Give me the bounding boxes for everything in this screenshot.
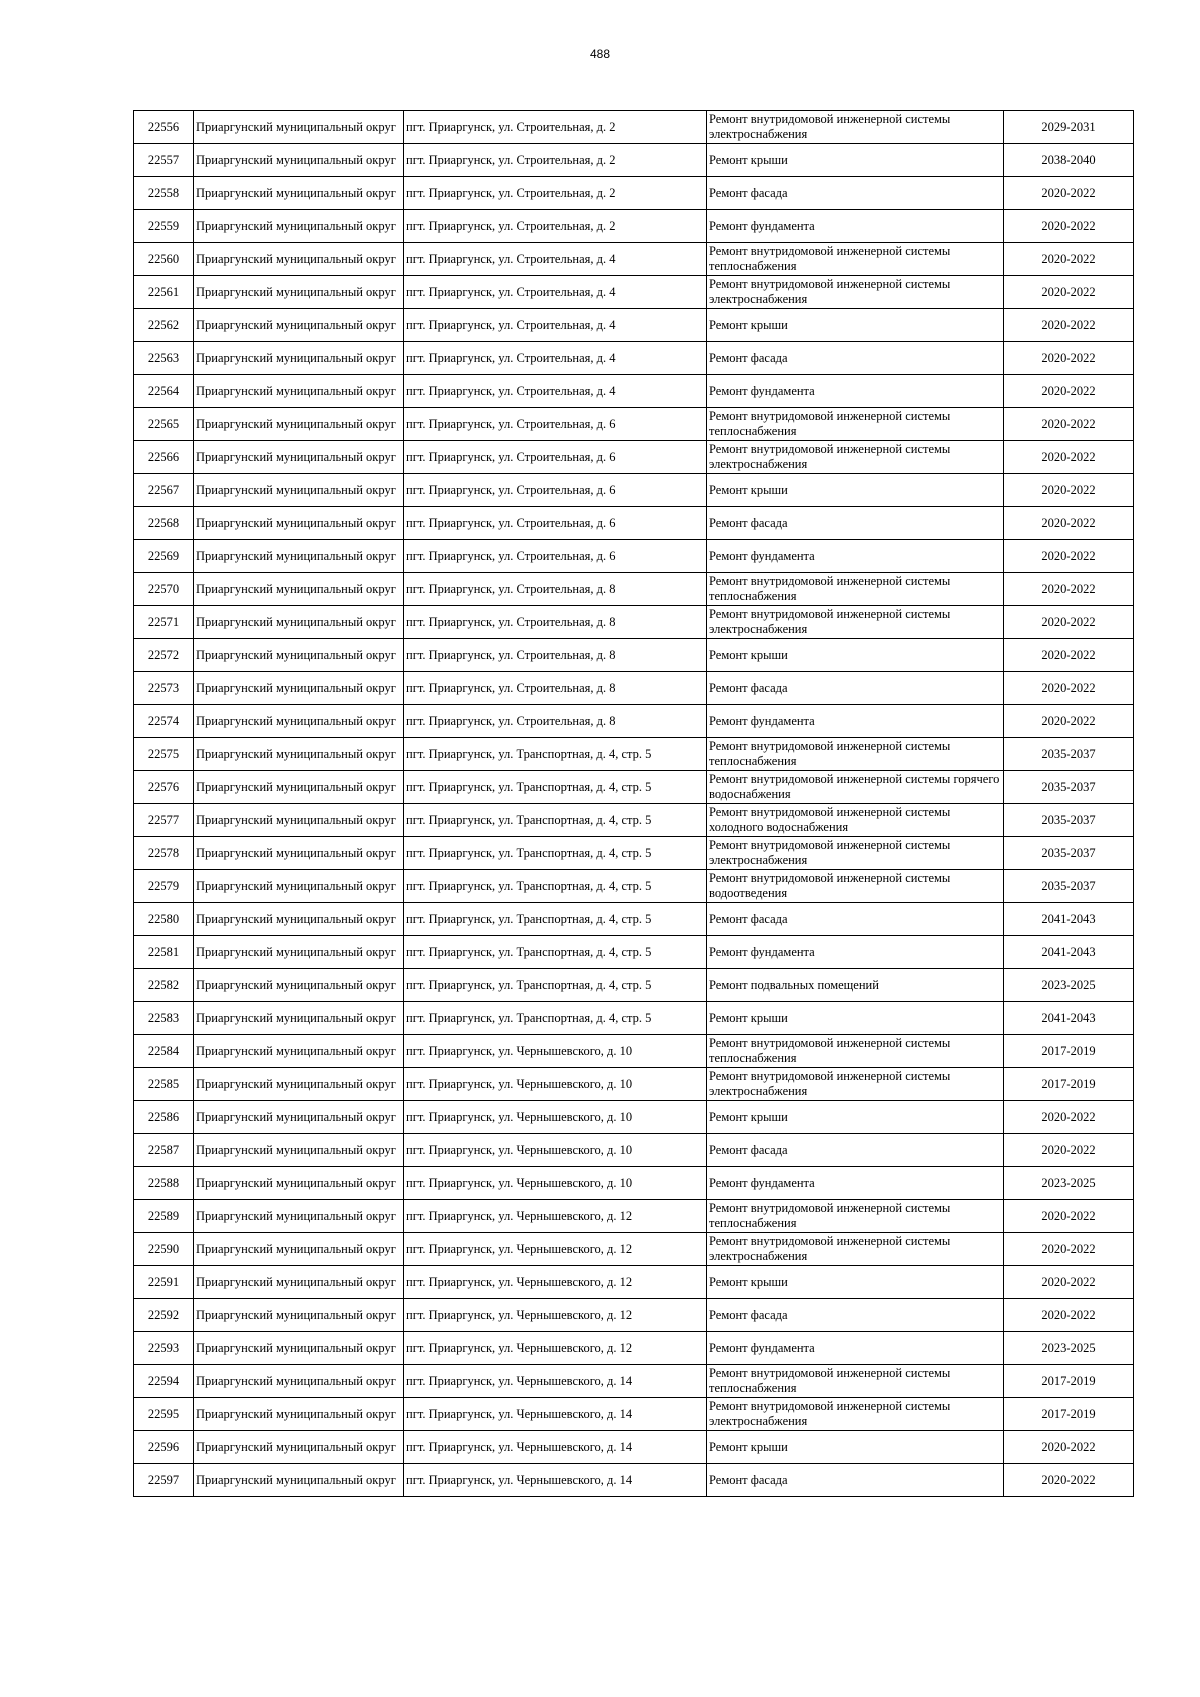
district-cell: Приаргунский муниципальный округ <box>194 276 404 309</box>
address-cell: пгт. Приаргунск, ул. Строительная, д. 6 <box>404 507 707 540</box>
district-cell: Приаргунский муниципальный округ <box>194 936 404 969</box>
address-cell: пгт. Приаргунск, ул. Транспортная, д. 4, стр. 5 <box>404 837 707 870</box>
table-row <box>134 672 1134 705</box>
period-cell: 2020-2022 <box>1004 507 1134 540</box>
address-cell: пгт. Приаргунск, ул. Строительная, д. 4 <box>404 243 707 276</box>
row-number-cell: 22574 <box>134 705 194 738</box>
table-row <box>134 1431 1134 1464</box>
district-cell: Приаргунский муниципальный округ <box>194 837 404 870</box>
work-type-cell: Ремонт крыши <box>707 1431 1004 1464</box>
table-row <box>134 573 1134 606</box>
address-cell: пгт. Приаргунск, ул. Строительная, д. 4 <box>404 342 707 375</box>
work-type-cell: Ремонт внутридомовой инженерной системы теплоснабжения <box>707 243 1004 276</box>
work-type-cell: Ремонт внутридомовой инженерной системы электроснабжения <box>707 1233 1004 1266</box>
address-cell: пгт. Приаргунск, ул. Чернышевского, д. 12 <box>404 1299 707 1332</box>
work-type-cell: Ремонт фундамента <box>707 936 1004 969</box>
address-cell: пгт. Приаргунск, ул. Транспортная, д. 4, стр. 5 <box>404 969 707 1002</box>
row-number-cell: 22580 <box>134 903 194 936</box>
period-cell: 2020-2022 <box>1004 474 1134 507</box>
work-type-cell: Ремонт крыши <box>707 144 1004 177</box>
row-number-cell: 22577 <box>134 804 194 837</box>
table-row <box>134 540 1134 573</box>
address-cell: пгт. Приаргунск, ул. Строительная, д. 6 <box>404 540 707 573</box>
address-cell: пгт. Приаргунск, ул. Транспортная, д. 4, стр. 5 <box>404 771 707 804</box>
period-cell: 2020-2022 <box>1004 342 1134 375</box>
period-cell: 2020-2022 <box>1004 210 1134 243</box>
address-cell: пгт. Приаргунск, ул. Строительная, д. 6 <box>404 441 707 474</box>
table-row <box>134 870 1134 903</box>
table-row <box>134 837 1134 870</box>
table-row <box>134 1134 1134 1167</box>
table-row <box>134 144 1134 177</box>
row-number-cell: 22594 <box>134 1365 194 1398</box>
district-cell: Приаргунский муниципальный округ <box>194 1464 404 1497</box>
work-type-cell: Ремонт фасада <box>707 177 1004 210</box>
period-cell: 2017-2019 <box>1004 1035 1134 1068</box>
row-number-cell: 22592 <box>134 1299 194 1332</box>
row-number-cell: 22571 <box>134 606 194 639</box>
district-cell: Приаргунский муниципальный округ <box>194 540 404 573</box>
address-cell: пгт. Приаргунск, ул. Чернышевского, д. 14 <box>404 1431 707 1464</box>
row-number-cell: 22563 <box>134 342 194 375</box>
row-number-cell: 22557 <box>134 144 194 177</box>
district-cell: Приаргунский муниципальный округ <box>194 771 404 804</box>
work-type-cell: Ремонт фундамента <box>707 705 1004 738</box>
row-number-cell: 22582 <box>134 969 194 1002</box>
period-cell: 2020-2022 <box>1004 1431 1134 1464</box>
district-cell: Приаргунский муниципальный округ <box>194 738 404 771</box>
district-cell: Приаргунский муниципальный округ <box>194 1200 404 1233</box>
table-row <box>134 1068 1134 1101</box>
district-cell: Приаргунский муниципальный округ <box>194 639 404 672</box>
address-cell: пгт. Приаргунск, ул. Транспортная, д. 4, стр. 5 <box>404 870 707 903</box>
row-number-cell: 22586 <box>134 1101 194 1134</box>
table-row <box>134 507 1134 540</box>
table-row <box>134 771 1134 804</box>
address-cell: пгт. Приаргунск, ул. Транспортная, д. 4, стр. 5 <box>404 936 707 969</box>
district-cell: Приаргунский муниципальный округ <box>194 870 404 903</box>
district-cell: Приаргунский муниципальный округ <box>194 1134 404 1167</box>
row-number-cell: 22559 <box>134 210 194 243</box>
period-cell: 2020-2022 <box>1004 606 1134 639</box>
period-cell: 2020-2022 <box>1004 1464 1134 1497</box>
table-row <box>134 639 1134 672</box>
period-cell: 2041-2043 <box>1004 1002 1134 1035</box>
period-cell: 2020-2022 <box>1004 705 1134 738</box>
work-type-cell: Ремонт фасада <box>707 342 1004 375</box>
row-number-cell: 22584 <box>134 1035 194 1068</box>
table-row <box>134 804 1134 837</box>
district-cell: Приаргунский муниципальный округ <box>194 573 404 606</box>
address-cell: пгт. Приаргунск, ул. Транспортная, д. 4, стр. 5 <box>404 903 707 936</box>
period-cell: 2041-2043 <box>1004 936 1134 969</box>
table-row <box>134 969 1134 1002</box>
row-number-cell: 22573 <box>134 672 194 705</box>
period-cell: 2020-2022 <box>1004 243 1134 276</box>
row-number-cell: 22566 <box>134 441 194 474</box>
period-cell: 2035-2037 <box>1004 837 1134 870</box>
work-type-cell: Ремонт крыши <box>707 474 1004 507</box>
period-cell: 2020-2022 <box>1004 276 1134 309</box>
table-row <box>134 1101 1134 1134</box>
table-row <box>134 375 1134 408</box>
period-cell: 2020-2022 <box>1004 672 1134 705</box>
address-cell: пгт. Приаргунск, ул. Чернышевского, д. 14 <box>404 1464 707 1497</box>
address-cell: пгт. Приаргунск, ул. Чернышевского, д. 14 <box>404 1365 707 1398</box>
row-number-cell: 22596 <box>134 1431 194 1464</box>
work-type-cell: Ремонт фундамента <box>707 375 1004 408</box>
work-type-cell: Ремонт внутридомовой инженерной системы холодного водоснабжения <box>707 804 1004 837</box>
district-cell: Приаргунский муниципальный округ <box>194 309 404 342</box>
address-cell: пгт. Приаргунск, ул. Строительная, д. 4 <box>404 375 707 408</box>
address-cell: пгт. Приаргунск, ул. Строительная, д. 8 <box>404 606 707 639</box>
row-number-cell: 22587 <box>134 1134 194 1167</box>
address-cell: пгт. Приаргунск, ул. Транспортная, д. 4, стр. 5 <box>404 804 707 837</box>
period-cell: 2020-2022 <box>1004 573 1134 606</box>
district-cell: Приаргунский муниципальный округ <box>194 1101 404 1134</box>
work-type-cell: Ремонт фундамента <box>707 210 1004 243</box>
period-cell: 2017-2019 <box>1004 1398 1134 1431</box>
table-row <box>134 243 1134 276</box>
table-row <box>134 1200 1134 1233</box>
table-row <box>134 1002 1134 1035</box>
table-row <box>134 1035 1134 1068</box>
table-row <box>134 1266 1134 1299</box>
table-row <box>134 1233 1134 1266</box>
address-cell: пгт. Приаргунск, ул. Чернышевского, д. 12 <box>404 1200 707 1233</box>
table-row <box>134 210 1134 243</box>
district-cell: Приаргунский муниципальный округ <box>194 441 404 474</box>
table-row <box>134 1464 1134 1497</box>
address-cell: пгт. Приаргунск, ул. Чернышевского, д. 12 <box>404 1233 707 1266</box>
district-cell: Приаргунский муниципальный округ <box>194 1299 404 1332</box>
period-cell: 2020-2022 <box>1004 309 1134 342</box>
work-type-cell: Ремонт внутридомовой инженерной системы теплоснабжения <box>707 1365 1004 1398</box>
district-cell: Приаргунский муниципальный округ <box>194 1266 404 1299</box>
row-number-cell: 22565 <box>134 408 194 441</box>
district-cell: Приаргунский муниципальный округ <box>194 177 404 210</box>
period-cell: 2020-2022 <box>1004 639 1134 672</box>
work-type-cell: Ремонт крыши <box>707 639 1004 672</box>
district-cell: Приаргунский муниципальный округ <box>194 903 404 936</box>
work-type-cell: Ремонт фундамента <box>707 1332 1004 1365</box>
district-cell: Приаргунский муниципальный округ <box>194 474 404 507</box>
period-cell: 2017-2019 <box>1004 1365 1134 1398</box>
row-number-cell: 22568 <box>134 507 194 540</box>
district-cell: Приаргунский муниципальный округ <box>194 243 404 276</box>
address-cell: пгт. Приаргунск, ул. Чернышевского, д. 12 <box>404 1266 707 1299</box>
address-cell: пгт. Приаргунск, ул. Строительная, д. 8 <box>404 705 707 738</box>
district-cell: Приаргунский муниципальный округ <box>194 1332 404 1365</box>
period-cell: 2020-2022 <box>1004 1134 1134 1167</box>
district-cell: Приаргунский муниципальный округ <box>194 1002 404 1035</box>
table-row <box>134 903 1134 936</box>
row-number-cell: 22589 <box>134 1200 194 1233</box>
table-row <box>134 1299 1134 1332</box>
work-type-cell: Ремонт крыши <box>707 1002 1004 1035</box>
row-number-cell: 22561 <box>134 276 194 309</box>
period-cell: 2020-2022 <box>1004 540 1134 573</box>
district-cell: Приаргунский муниципальный округ <box>194 111 404 144</box>
address-cell: пгт. Приаргунск, ул. Строительная, д. 2 <box>404 210 707 243</box>
row-number-cell: 22575 <box>134 738 194 771</box>
district-cell: Приаргунский муниципальный округ <box>194 210 404 243</box>
work-type-cell: Ремонт внутридомовой инженерной системы электроснабжения <box>707 111 1004 144</box>
table-row <box>134 738 1134 771</box>
address-cell: пгт. Приаргунск, ул. Чернышевского, д. 14 <box>404 1398 707 1431</box>
district-cell: Приаргунский муниципальный округ <box>194 375 404 408</box>
row-number-cell: 22583 <box>134 1002 194 1035</box>
repair-schedule-table <box>133 110 1134 1497</box>
work-type-cell: Ремонт фасада <box>707 507 1004 540</box>
work-type-cell: Ремонт фасада <box>707 672 1004 705</box>
work-type-cell: Ремонт внутридомовой инженерной системы теплоснабжения <box>707 573 1004 606</box>
district-cell: Приаргунский муниципальный округ <box>194 606 404 639</box>
work-type-cell: Ремонт внутридомовой инженерной системы электроснабжения <box>707 1068 1004 1101</box>
district-cell: Приаргунский муниципальный округ <box>194 408 404 441</box>
table-row <box>134 705 1134 738</box>
period-cell: 2038-2040 <box>1004 144 1134 177</box>
address-cell: пгт. Приаргунск, ул. Чернышевского, д. 10 <box>404 1035 707 1068</box>
row-number-cell: 22588 <box>134 1167 194 1200</box>
work-type-cell: Ремонт крыши <box>707 1101 1004 1134</box>
address-cell: пгт. Приаргунск, ул. Строительная, д. 2 <box>404 111 707 144</box>
district-cell: Приаргунский муниципальный округ <box>194 1068 404 1101</box>
table-row <box>134 1167 1134 1200</box>
address-cell: пгт. Приаргунск, ул. Транспортная, д. 4, стр. 5 <box>404 738 707 771</box>
period-cell: 2020-2022 <box>1004 408 1134 441</box>
table-row <box>134 276 1134 309</box>
period-cell: 2020-2022 <box>1004 441 1134 474</box>
address-cell: пгт. Приаргунск, ул. Строительная, д. 6 <box>404 408 707 441</box>
district-cell: Приаргунский муниципальный округ <box>194 705 404 738</box>
table-row <box>134 1398 1134 1431</box>
district-cell: Приаргунский муниципальный округ <box>194 1167 404 1200</box>
row-number-cell: 22581 <box>134 936 194 969</box>
work-type-cell: Ремонт фасада <box>707 903 1004 936</box>
row-number-cell: 22590 <box>134 1233 194 1266</box>
district-cell: Приаргунский муниципальный округ <box>194 804 404 837</box>
address-cell: пгт. Приаргунск, ул. Строительная, д. 2 <box>404 177 707 210</box>
work-type-cell: Ремонт внутридомовой инженерной системы электроснабжения <box>707 606 1004 639</box>
row-number-cell: 22564 <box>134 375 194 408</box>
address-cell: пгт. Приаргунск, ул. Транспортная, д. 4, стр. 5 <box>404 1002 707 1035</box>
work-type-cell: Ремонт фундамента <box>707 540 1004 573</box>
district-cell: Приаргунский муниципальный округ <box>194 144 404 177</box>
work-type-cell: Ремонт фасада <box>707 1299 1004 1332</box>
page-number: 488 <box>589 47 611 61</box>
row-number-cell: 22567 <box>134 474 194 507</box>
district-cell: Приаргунский муниципальный округ <box>194 1233 404 1266</box>
district-cell: Приаргунский муниципальный округ <box>194 342 404 375</box>
address-cell: пгт. Приаргунск, ул. Строительная, д. 8 <box>404 672 707 705</box>
period-cell: 2035-2037 <box>1004 771 1134 804</box>
row-number-cell: 22585 <box>134 1068 194 1101</box>
period-cell: 2035-2037 <box>1004 804 1134 837</box>
work-type-cell: Ремонт подвальных помещений <box>707 969 1004 1002</box>
row-number-cell: 22595 <box>134 1398 194 1431</box>
work-type-cell: Ремонт крыши <box>707 1266 1004 1299</box>
work-type-cell: Ремонт внутридомовой инженерной системы водоотведения <box>707 870 1004 903</box>
table-row <box>134 1332 1134 1365</box>
period-cell: 2035-2037 <box>1004 738 1134 771</box>
row-number-cell: 22560 <box>134 243 194 276</box>
work-type-cell: Ремонт внутридомовой инженерной системы теплоснабжения <box>707 738 1004 771</box>
address-cell: пгт. Приаргунск, ул. Чернышевского, д. 10 <box>404 1134 707 1167</box>
address-cell: пгт. Приаргунск, ул. Строительная, д. 8 <box>404 573 707 606</box>
district-cell: Приаргунский муниципальный округ <box>194 1431 404 1464</box>
work-type-cell: Ремонт внутридомовой инженерной системы теплоснабжения <box>707 408 1004 441</box>
work-type-cell: Ремонт внутридомовой инженерной системы электроснабжения <box>707 441 1004 474</box>
row-number-cell: 22576 <box>134 771 194 804</box>
period-cell: 2035-2037 <box>1004 870 1134 903</box>
table-row <box>134 309 1134 342</box>
address-cell: пгт. Приаргунск, ул. Строительная, д. 6 <box>404 474 707 507</box>
work-type-cell: Ремонт внутридомовой инженерной системы горячего водоснабжения <box>707 771 1004 804</box>
district-cell: Приаргунский муниципальный округ <box>194 969 404 1002</box>
work-type-cell: Ремонт внутридомовой инженерной системы электроснабжения <box>707 837 1004 870</box>
row-number-cell: 22556 <box>134 111 194 144</box>
work-type-cell: Ремонт фасада <box>707 1134 1004 1167</box>
work-type-cell: Ремонт внутридомовой инженерной системы теплоснабжения <box>707 1035 1004 1068</box>
period-cell: 2023-2025 <box>1004 1332 1134 1365</box>
work-type-cell: Ремонт внутридомовой инженерной системы теплоснабжения <box>707 1200 1004 1233</box>
district-cell: Приаргунский муниципальный округ <box>194 507 404 540</box>
period-cell: 2020-2022 <box>1004 1233 1134 1266</box>
table-row <box>134 342 1134 375</box>
address-cell: пгт. Приаргунск, ул. Строительная, д. 4 <box>404 276 707 309</box>
address-cell: пгт. Приаргунск, ул. Чернышевского, д. 10 <box>404 1167 707 1200</box>
period-cell: 2020-2022 <box>1004 375 1134 408</box>
period-cell: 2029-2031 <box>1004 111 1134 144</box>
work-type-cell: Ремонт внутридомовой инженерной системы электроснабжения <box>707 276 1004 309</box>
row-number-cell: 22569 <box>134 540 194 573</box>
period-cell: 2020-2022 <box>1004 1200 1134 1233</box>
table-body <box>134 111 1134 1497</box>
period-cell: 2020-2022 <box>1004 1299 1134 1332</box>
period-cell: 2020-2022 <box>1004 1266 1134 1299</box>
district-cell: Приаргунский муниципальный округ <box>194 1035 404 1068</box>
work-type-cell: Ремонт фундамента <box>707 1167 1004 1200</box>
table-row <box>134 606 1134 639</box>
period-cell: 2017-2019 <box>1004 1068 1134 1101</box>
row-number-cell: 22579 <box>134 870 194 903</box>
table-row <box>134 1365 1134 1398</box>
district-cell: Приаргунский муниципальный округ <box>194 1365 404 1398</box>
table-row <box>134 441 1134 474</box>
work-type-cell: Ремонт внутридомовой инженерной системы электроснабжения <box>707 1398 1004 1431</box>
work-type-cell: Ремонт крыши <box>707 309 1004 342</box>
row-number-cell: 22562 <box>134 309 194 342</box>
address-cell: пгт. Приаргунск, ул. Строительная, д. 2 <box>404 144 707 177</box>
table-row <box>134 936 1134 969</box>
period-cell: 2023-2025 <box>1004 1167 1134 1200</box>
address-cell: пгт. Приаргунск, ул. Строительная, д. 4 <box>404 309 707 342</box>
table-row <box>134 474 1134 507</box>
row-number-cell: 22578 <box>134 837 194 870</box>
address-cell: пгт. Приаргунск, ул. Чернышевского, д. 12 <box>404 1332 707 1365</box>
address-cell: пгт. Приаргунск, ул. Чернышевского, д. 10 <box>404 1101 707 1134</box>
period-cell: 2041-2043 <box>1004 903 1134 936</box>
district-cell: Приаргунский муниципальный округ <box>194 1398 404 1431</box>
table-row <box>134 111 1134 144</box>
row-number-cell: 22597 <box>134 1464 194 1497</box>
district-cell: Приаргунский муниципальный округ <box>194 672 404 705</box>
period-cell: 2020-2022 <box>1004 1101 1134 1134</box>
period-cell: 2023-2025 <box>1004 969 1134 1002</box>
address-cell: пгт. Приаргунск, ул. Чернышевского, д. 10 <box>404 1068 707 1101</box>
period-cell: 2020-2022 <box>1004 177 1134 210</box>
row-number-cell: 22591 <box>134 1266 194 1299</box>
table-row <box>134 408 1134 441</box>
address-cell: пгт. Приаргунск, ул. Строительная, д. 8 <box>404 639 707 672</box>
row-number-cell: 22593 <box>134 1332 194 1365</box>
row-number-cell: 22558 <box>134 177 194 210</box>
row-number-cell: 22570 <box>134 573 194 606</box>
row-number-cell: 22572 <box>134 639 194 672</box>
table-row <box>134 177 1134 210</box>
work-type-cell: Ремонт фасада <box>707 1464 1004 1497</box>
